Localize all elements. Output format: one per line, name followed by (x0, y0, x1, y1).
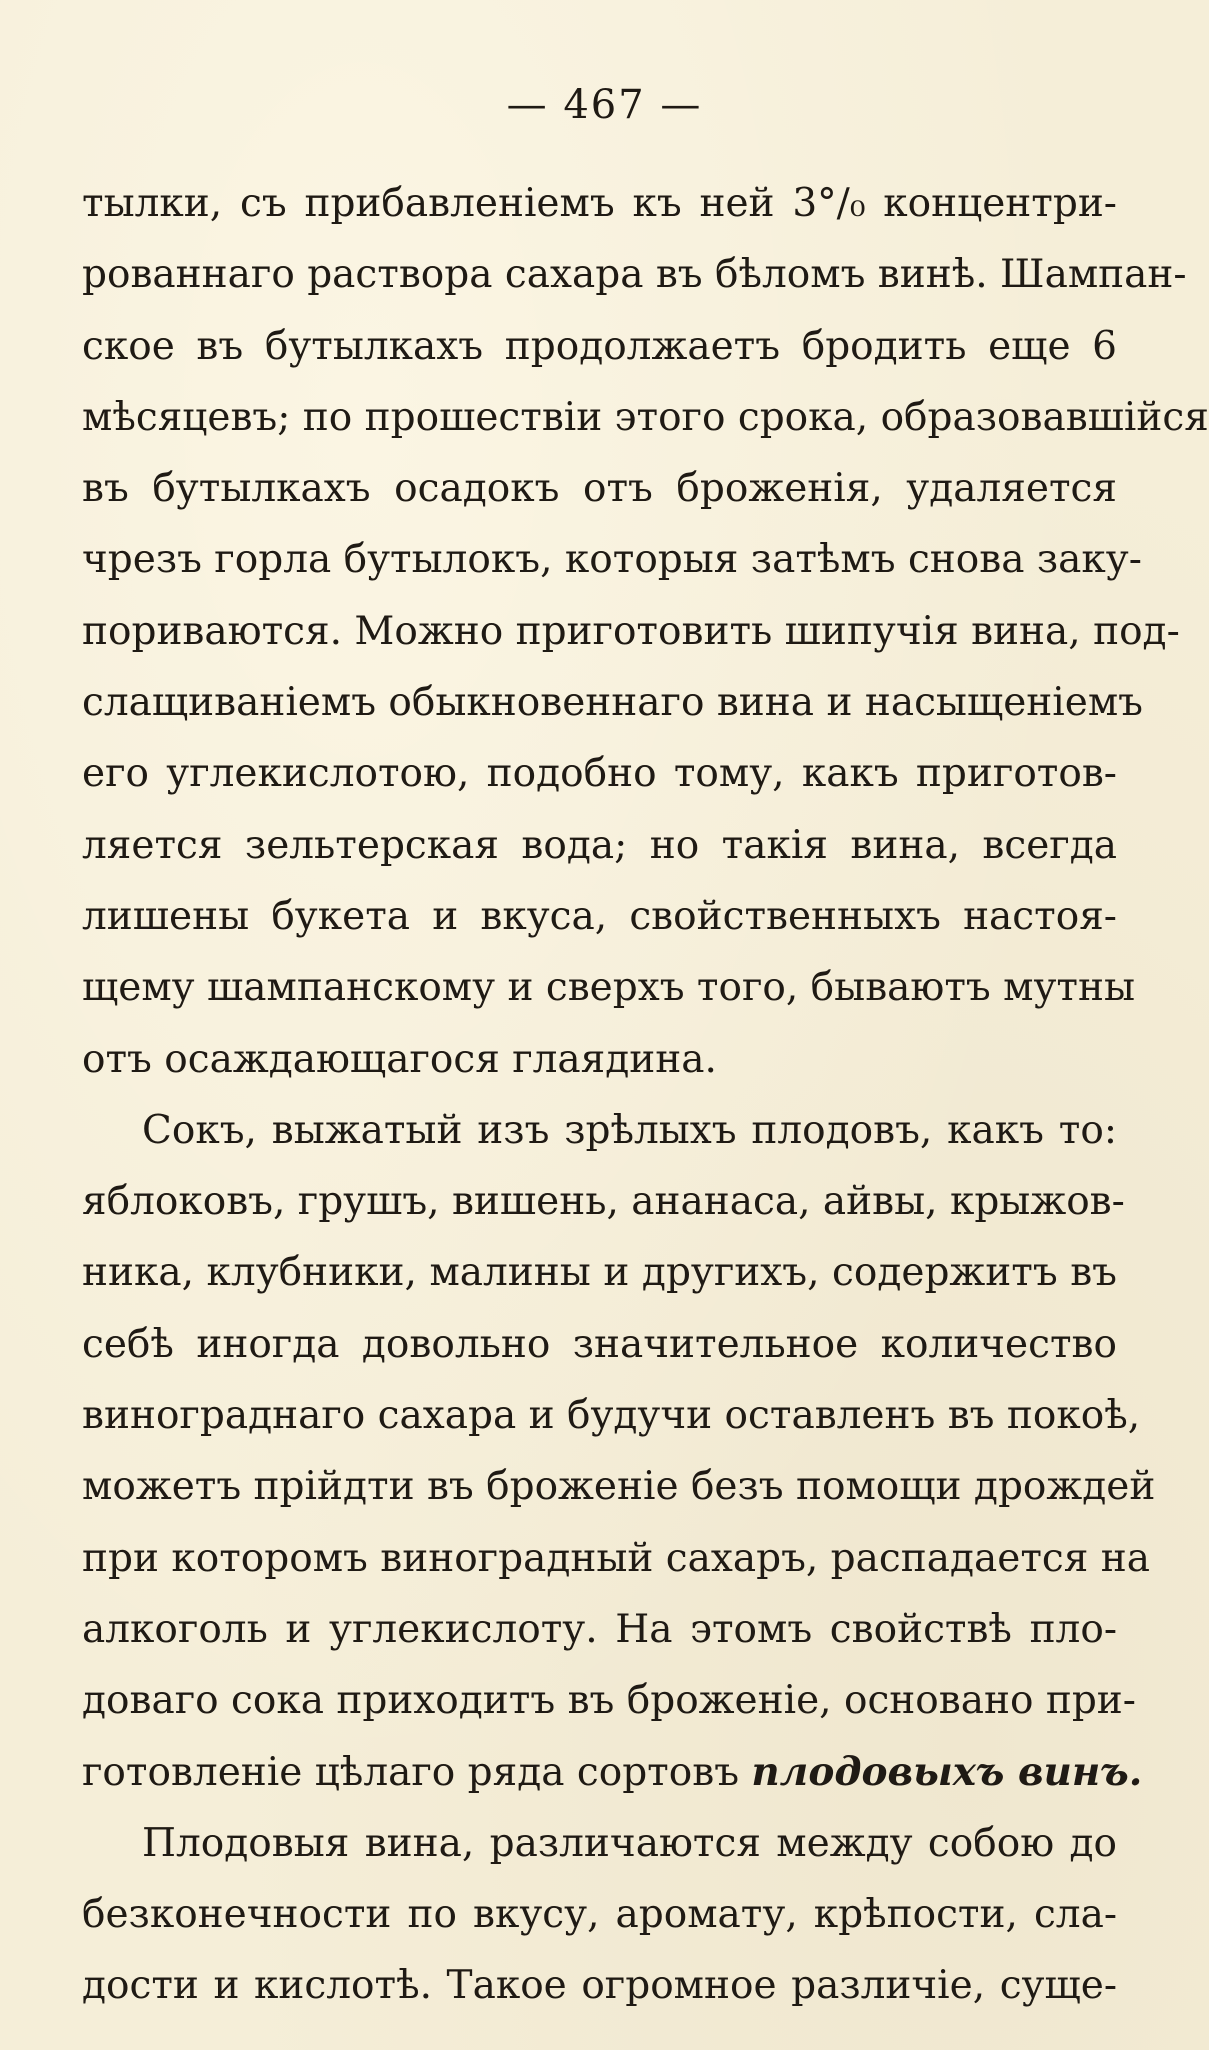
text-line: щему шампанскому и сверхъ того, бываютъ мутны (82, 965, 1136, 1011)
text-line: ника, клубники, малины и другихъ, содержитъ въ (82, 1250, 1117, 1296)
text-line: ляется зельтерская вода; но такія вина, всегда (82, 822, 1117, 868)
text-line: пориваются. Можно приготовить шипучія вина, под- (82, 608, 1180, 654)
text-line: отъ осаждающагося глаядина. (82, 1036, 717, 1082)
text-line: слащиваніемъ обыкновеннаго вина и насыщеніемъ (82, 680, 1143, 726)
text-line-with-italic (82, 1737, 1143, 1808)
paragraph-start-line: Плодовыя вина, различаются между собою до (142, 1820, 1117, 1866)
text-line: алкоголь и углекислоту. На этомъ свойствѣ пло- (82, 1606, 1117, 1652)
text-line: доваго сока приходитъ въ броженіе, основано при- (82, 1678, 1136, 1724)
text-line: яблоковъ, грушъ, вишень, ананаса, айвы, крыжов- (82, 1179, 1125, 1225)
text-line: чрезъ горла бутылокъ, которыя затѣмъ снова заку- (82, 537, 1142, 583)
text-line: себѣ иногда довольно значительное количество (82, 1321, 1117, 1367)
text-line: при которомъ виноградный сахаръ, распадается на (82, 1535, 1150, 1581)
text-line: безконечности по вкусу, аромату, крѣпости, сла- (82, 1892, 1117, 1938)
text-line: въ бутылкахъ осадокъ отъ броженія, удаляется (82, 466, 1117, 512)
text-line: его углекислотою, подобно тому, какъ приготов- (82, 751, 1117, 797)
text-line: дости и кислотѣ. Такое огромное различіе, суще- (82, 1963, 1117, 2009)
text-line: мѣсяцевъ; по прошествіи этого срока, образовавшійся (82, 394, 1209, 440)
text-line-segment: готовленіе цѣлаго ряда сортовъ (82, 1749, 740, 1795)
text-line: винограднаго сахара и будучи оставленъ въ покоѣ, (82, 1393, 1141, 1439)
text-line: рованнаго раствора сахара въ бѣломъ винѣ. Шампан- (82, 252, 1187, 298)
text-line: можетъ прійдти въ броженіе безъ помощи дрождей (82, 1464, 1156, 1510)
body-text (82, 168, 1209, 2022)
text-line: ское въ бутылкахъ продолжаетъ бродить еще 6 (82, 323, 1117, 369)
italic-term: плодовыхъ винъ. (751, 1748, 1143, 1795)
page-number: — 467 — (506, 82, 703, 128)
text-line: тылки, съ прибавленіемъ къ ней 3°/₀ концентри- (82, 181, 1117, 226)
text-line: лишены букета и вкуса, свойственныхъ настоя- (82, 893, 1117, 939)
paragraph-start-line: Сокъ, выжатый изъ зрѣлыхъ плодовъ, какъ то: (142, 1107, 1117, 1153)
